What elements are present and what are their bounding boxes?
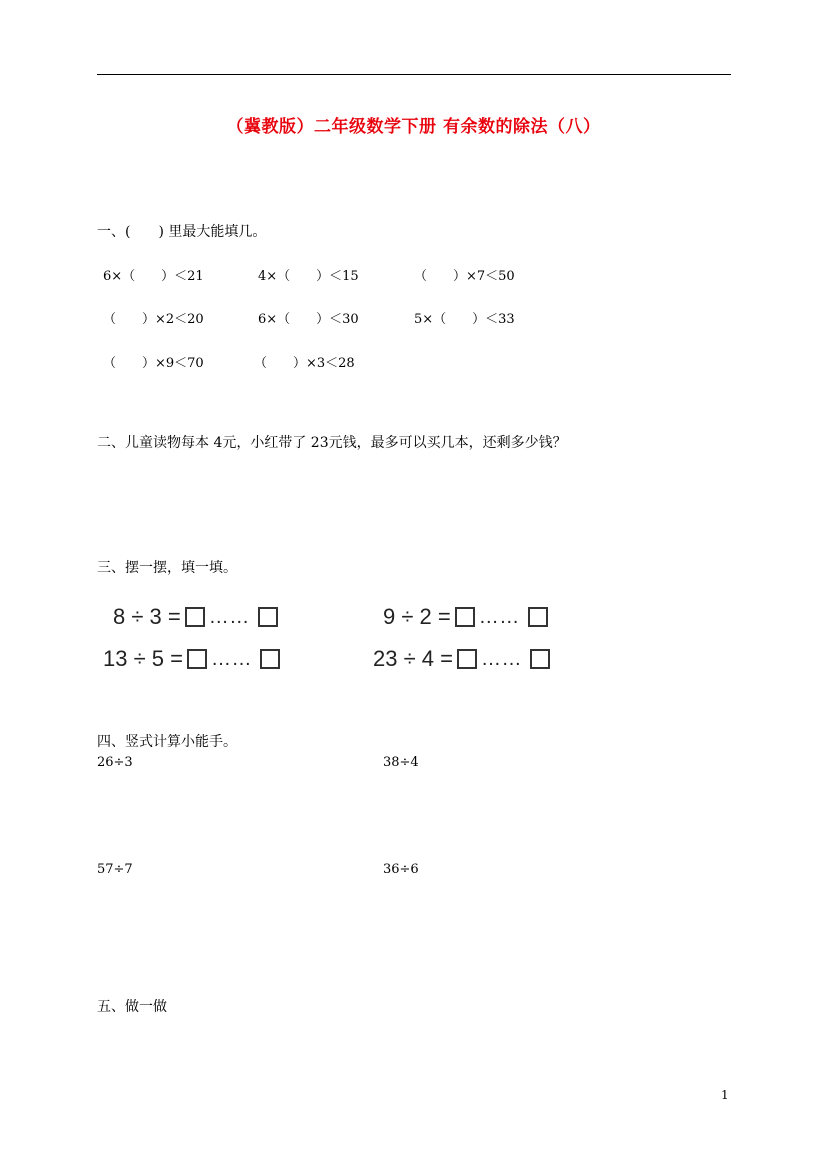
section3-heading: 三、摆一摆，填一填。 bbox=[97, 560, 237, 576]
quotient-box bbox=[457, 649, 477, 669]
inequality-3-1: （ ）×9＜70 bbox=[103, 356, 204, 371]
remainder-box bbox=[530, 649, 550, 669]
remainder-box bbox=[528, 607, 548, 627]
calc-expression: 38÷4 bbox=[383, 755, 419, 770]
inequality-1-1: 6×（ ）＜21 bbox=[103, 269, 204, 284]
quotient-box bbox=[187, 649, 207, 669]
inequality-2-3: 5×（ ）＜33 bbox=[414, 312, 515, 327]
inequality-2-2: 6×（ ）＜30 bbox=[258, 312, 359, 327]
section2-heading: 二、儿童读物每本 4元，小红带了 23元钱，最多可以买几本，还剩多少钱？ bbox=[97, 435, 567, 451]
equation-text: 13 ÷ 5 = bbox=[103, 646, 183, 671]
equation-text: 23 ÷ 4 = bbox=[373, 646, 453, 671]
remainder-dots: …… bbox=[480, 647, 522, 670]
quotient-box bbox=[455, 607, 475, 627]
header-rule bbox=[97, 74, 731, 75]
section1-heading: 一、( ) 里最大能填几。 bbox=[97, 224, 267, 240]
remainder-box bbox=[258, 607, 278, 627]
calc-expression: 26÷3 bbox=[97, 755, 133, 770]
quotient-box bbox=[185, 607, 205, 627]
inequality-1-2: 4×（ ）＜15 bbox=[258, 269, 359, 284]
calc-expression: 36÷6 bbox=[383, 862, 419, 877]
remainder-dots: …… bbox=[478, 605, 520, 628]
division-equation bbox=[103, 646, 280, 672]
calc-expression: 57÷7 bbox=[97, 862, 133, 877]
equation-text: 9 ÷ 2 = bbox=[383, 604, 451, 629]
page-number: 1 bbox=[721, 1088, 729, 1102]
remainder-box bbox=[260, 649, 280, 669]
section4-heading: 四、竖式计算小能手。 bbox=[97, 734, 237, 750]
page-title: （冀教版）二年级数学下册 有余数的除法（八） bbox=[226, 117, 601, 137]
inequality-1-3: （ ）×7＜50 bbox=[414, 269, 515, 284]
remainder-dots: …… bbox=[208, 605, 250, 628]
division-equation bbox=[113, 604, 278, 630]
inequality-3-2: （ ）×3＜28 bbox=[254, 356, 355, 371]
equation-text: 8 ÷ 3 = bbox=[113, 604, 181, 629]
division-equation bbox=[373, 646, 550, 672]
inequality-2-1: （ ）×2＜20 bbox=[103, 312, 204, 327]
division-equation bbox=[383, 604, 548, 630]
remainder-dots: …… bbox=[210, 647, 252, 670]
section5-heading: 五、做一做 bbox=[97, 999, 167, 1015]
